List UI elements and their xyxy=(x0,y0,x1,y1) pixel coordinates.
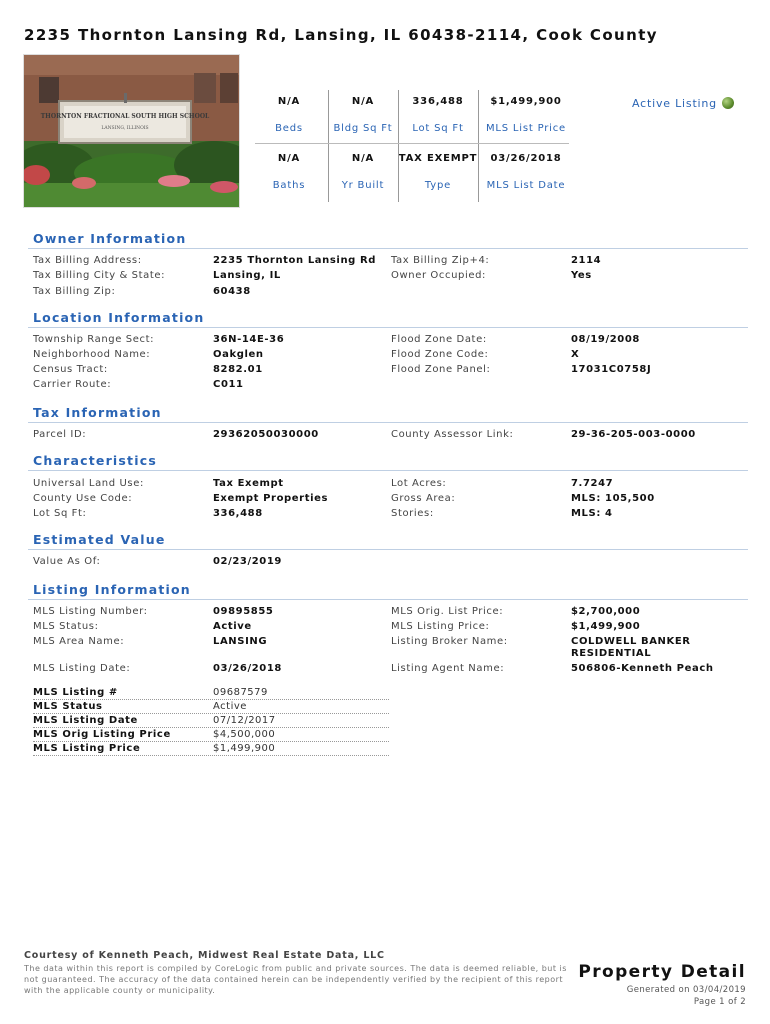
field-label: Tax Billing Zip: xyxy=(33,286,116,297)
field-label: MLS Listing Number: xyxy=(33,606,148,617)
history-value: $1,499,900 xyxy=(213,743,276,754)
footer-generated-date: Generated on 03/04/2019 xyxy=(626,985,746,995)
history-value: Active xyxy=(213,701,247,712)
property-photo xyxy=(23,54,240,208)
field-value: MLS: 105,500 xyxy=(571,493,655,504)
field-value: 60438 xyxy=(213,286,251,297)
summary-yr-built-value: N/A xyxy=(351,153,375,164)
field-label: MLS Status: xyxy=(33,621,99,632)
field-value: 09895855 xyxy=(213,606,274,617)
field-value: X xyxy=(571,349,580,360)
history-label: MLS Orig Listing Price xyxy=(33,729,171,740)
history-value: 07/12/2017 xyxy=(213,715,276,726)
table-row xyxy=(33,700,389,714)
field-value: 7.7247 xyxy=(571,478,614,489)
field-value: Oakglen xyxy=(213,349,264,360)
summary-type-label: Type xyxy=(424,180,452,191)
field-label: Township Range Sect: xyxy=(33,334,155,345)
section-divider xyxy=(28,549,748,550)
history-label: MLS Status xyxy=(33,701,103,712)
field-label: Listing Broker Name: xyxy=(391,636,508,647)
summary-divider xyxy=(398,90,399,202)
status-dot-icon xyxy=(722,97,734,109)
field-value: Tax Exempt xyxy=(213,478,284,489)
section-title-owner: Owner Information xyxy=(33,231,187,246)
section-title-tax: Tax Information xyxy=(33,405,162,420)
field-label: Gross Area: xyxy=(391,493,456,504)
field-value: Active xyxy=(213,621,252,632)
sign-text: THORNTON FRACTIONAL SOUTH HIGH SCHOOL xyxy=(40,113,210,120)
field-label: Flood Zone Date: xyxy=(391,334,487,345)
summary-list-price-value: $1,499,900 xyxy=(490,96,562,107)
field-value: 03/26/2018 xyxy=(213,663,282,674)
summary-yr-built-label: Yr Built xyxy=(341,180,385,191)
field-label: MLS Listing Price: xyxy=(391,621,490,632)
summary-beds-value: N/A xyxy=(277,96,301,107)
status-badge: Active Listing xyxy=(632,97,717,110)
field-value: RESIDENTIAL xyxy=(571,648,652,659)
field-label: Stories: xyxy=(391,508,434,519)
table-row xyxy=(33,742,389,756)
sign-subtext: LANSING, ILLINOIS xyxy=(101,126,149,131)
table-row xyxy=(33,686,389,700)
section-divider xyxy=(28,422,748,423)
table-row xyxy=(33,714,389,728)
field-label: County Assessor Link: xyxy=(391,429,514,440)
footer-disclaimer: The data within this report is compiled by CoreLogic from public and private sources. The data is deemed reliable, but is not guaranteed. The accuracy of the data contained herein can be independently verified by the recipient of this report with the applicable county or municipality. xyxy=(24,964,567,995)
summary-list-date-value: 03/26/2018 xyxy=(490,153,562,164)
field-label: Universal Land Use: xyxy=(33,478,144,489)
field-value: 506806-Kenneth Peach xyxy=(571,663,714,674)
section-title-location: Location Information xyxy=(33,310,205,325)
summary-type-value: TAX EXEMPT xyxy=(398,153,478,164)
summary-divider xyxy=(255,143,569,144)
field-value: COLDWELL BANKER xyxy=(571,636,691,647)
field-label: Lot Acres: xyxy=(391,478,447,489)
field-value: Yes xyxy=(571,270,592,281)
field-label: Census Tract: xyxy=(33,364,108,375)
section-title-listing: Listing Information xyxy=(33,582,191,597)
field-value: 29362050030000 xyxy=(213,429,319,440)
section-divider xyxy=(28,599,748,600)
summary-lot-sqft-value: 336,488 xyxy=(412,96,464,107)
field-value: 36N-14E-36 xyxy=(213,334,285,345)
section-divider xyxy=(28,470,748,471)
field-value: 2235 Thornton Lansing Rd xyxy=(213,255,377,266)
page-title: 2235 Thornton Lansing Rd, Lansing, IL 60438-2114, Cook County xyxy=(24,26,658,44)
field-value: 02/23/2019 xyxy=(213,556,282,567)
field-label: Tax Billing Address: xyxy=(33,255,142,266)
summary-beds-label: Beds xyxy=(275,123,303,134)
field-value: C011 xyxy=(213,379,244,390)
summary-list-price-label: MLS List Price xyxy=(486,123,566,134)
county-assessor-link[interactable]: 29-36-205-003-0000 xyxy=(571,429,696,440)
footer-courtesy: Courtesy of Kenneth Peach, Midwest Real Estate Data, LLC xyxy=(24,950,385,961)
section-title-estimated-value: Estimated Value xyxy=(33,532,166,547)
field-value: 2114 xyxy=(571,255,602,266)
field-label: Flood Zone Panel: xyxy=(391,364,491,375)
summary-divider xyxy=(478,90,479,202)
summary-baths-value: N/A xyxy=(277,153,301,164)
section-divider xyxy=(28,327,748,328)
field-value: 336,488 xyxy=(213,508,263,519)
field-label: Parcel ID: xyxy=(33,429,87,440)
section-divider xyxy=(28,248,748,249)
history-label: MLS Listing Price xyxy=(33,743,141,754)
field-value: Lansing, IL xyxy=(213,270,281,281)
footer-page-number: Page 1 of 2 xyxy=(693,997,746,1007)
field-label: Neighborhood Name: xyxy=(33,349,151,360)
field-label: Tax Billing City & State: xyxy=(33,270,166,281)
field-label: Listing Agent Name: xyxy=(391,663,505,674)
field-label: County Use Code: xyxy=(33,493,133,504)
field-label: MLS Listing Date: xyxy=(33,663,131,674)
table-row xyxy=(33,728,389,742)
field-value: $1,499,900 xyxy=(571,621,641,632)
summary-bldg-sqft-value: N/A xyxy=(351,96,375,107)
summary-lot-sqft-label: Lot Sq Ft xyxy=(412,123,464,134)
summary-divider xyxy=(328,90,329,202)
field-value: LANSING xyxy=(213,636,268,647)
history-value: 09687579 xyxy=(213,687,268,698)
field-value: MLS: 4 xyxy=(571,508,613,519)
summary-list-date-label: MLS List Date xyxy=(486,180,566,191)
field-label: Carrier Route: xyxy=(33,379,112,390)
summary-baths-label: Baths xyxy=(272,180,306,191)
field-label: Tax Billing Zip+4: xyxy=(391,255,490,266)
field-label: MLS Area Name: xyxy=(33,636,125,647)
field-value: 17031C0758J xyxy=(571,364,652,375)
footer-report-title: Property Detail xyxy=(578,962,746,982)
field-label: Lot Sq Ft: xyxy=(33,508,87,519)
summary-bldg-sqft-label: Bldg Sq Ft xyxy=(333,123,393,134)
field-value: $2,700,000 xyxy=(571,606,641,617)
field-label: Owner Occupied: xyxy=(391,270,487,281)
history-label: MLS Listing # xyxy=(33,687,118,698)
history-value: $4,500,000 xyxy=(213,729,276,740)
field-value: Exempt Properties xyxy=(213,493,329,504)
field-value: 8282.01 xyxy=(213,364,263,375)
section-title-characteristics: Characteristics xyxy=(33,453,157,468)
field-label: MLS Orig. List Price: xyxy=(391,606,504,617)
field-label: Value As Of: xyxy=(33,556,101,567)
history-label: MLS Listing Date xyxy=(33,715,138,726)
field-label: Flood Zone Code: xyxy=(391,349,489,360)
field-value: 08/19/2008 xyxy=(571,334,640,345)
